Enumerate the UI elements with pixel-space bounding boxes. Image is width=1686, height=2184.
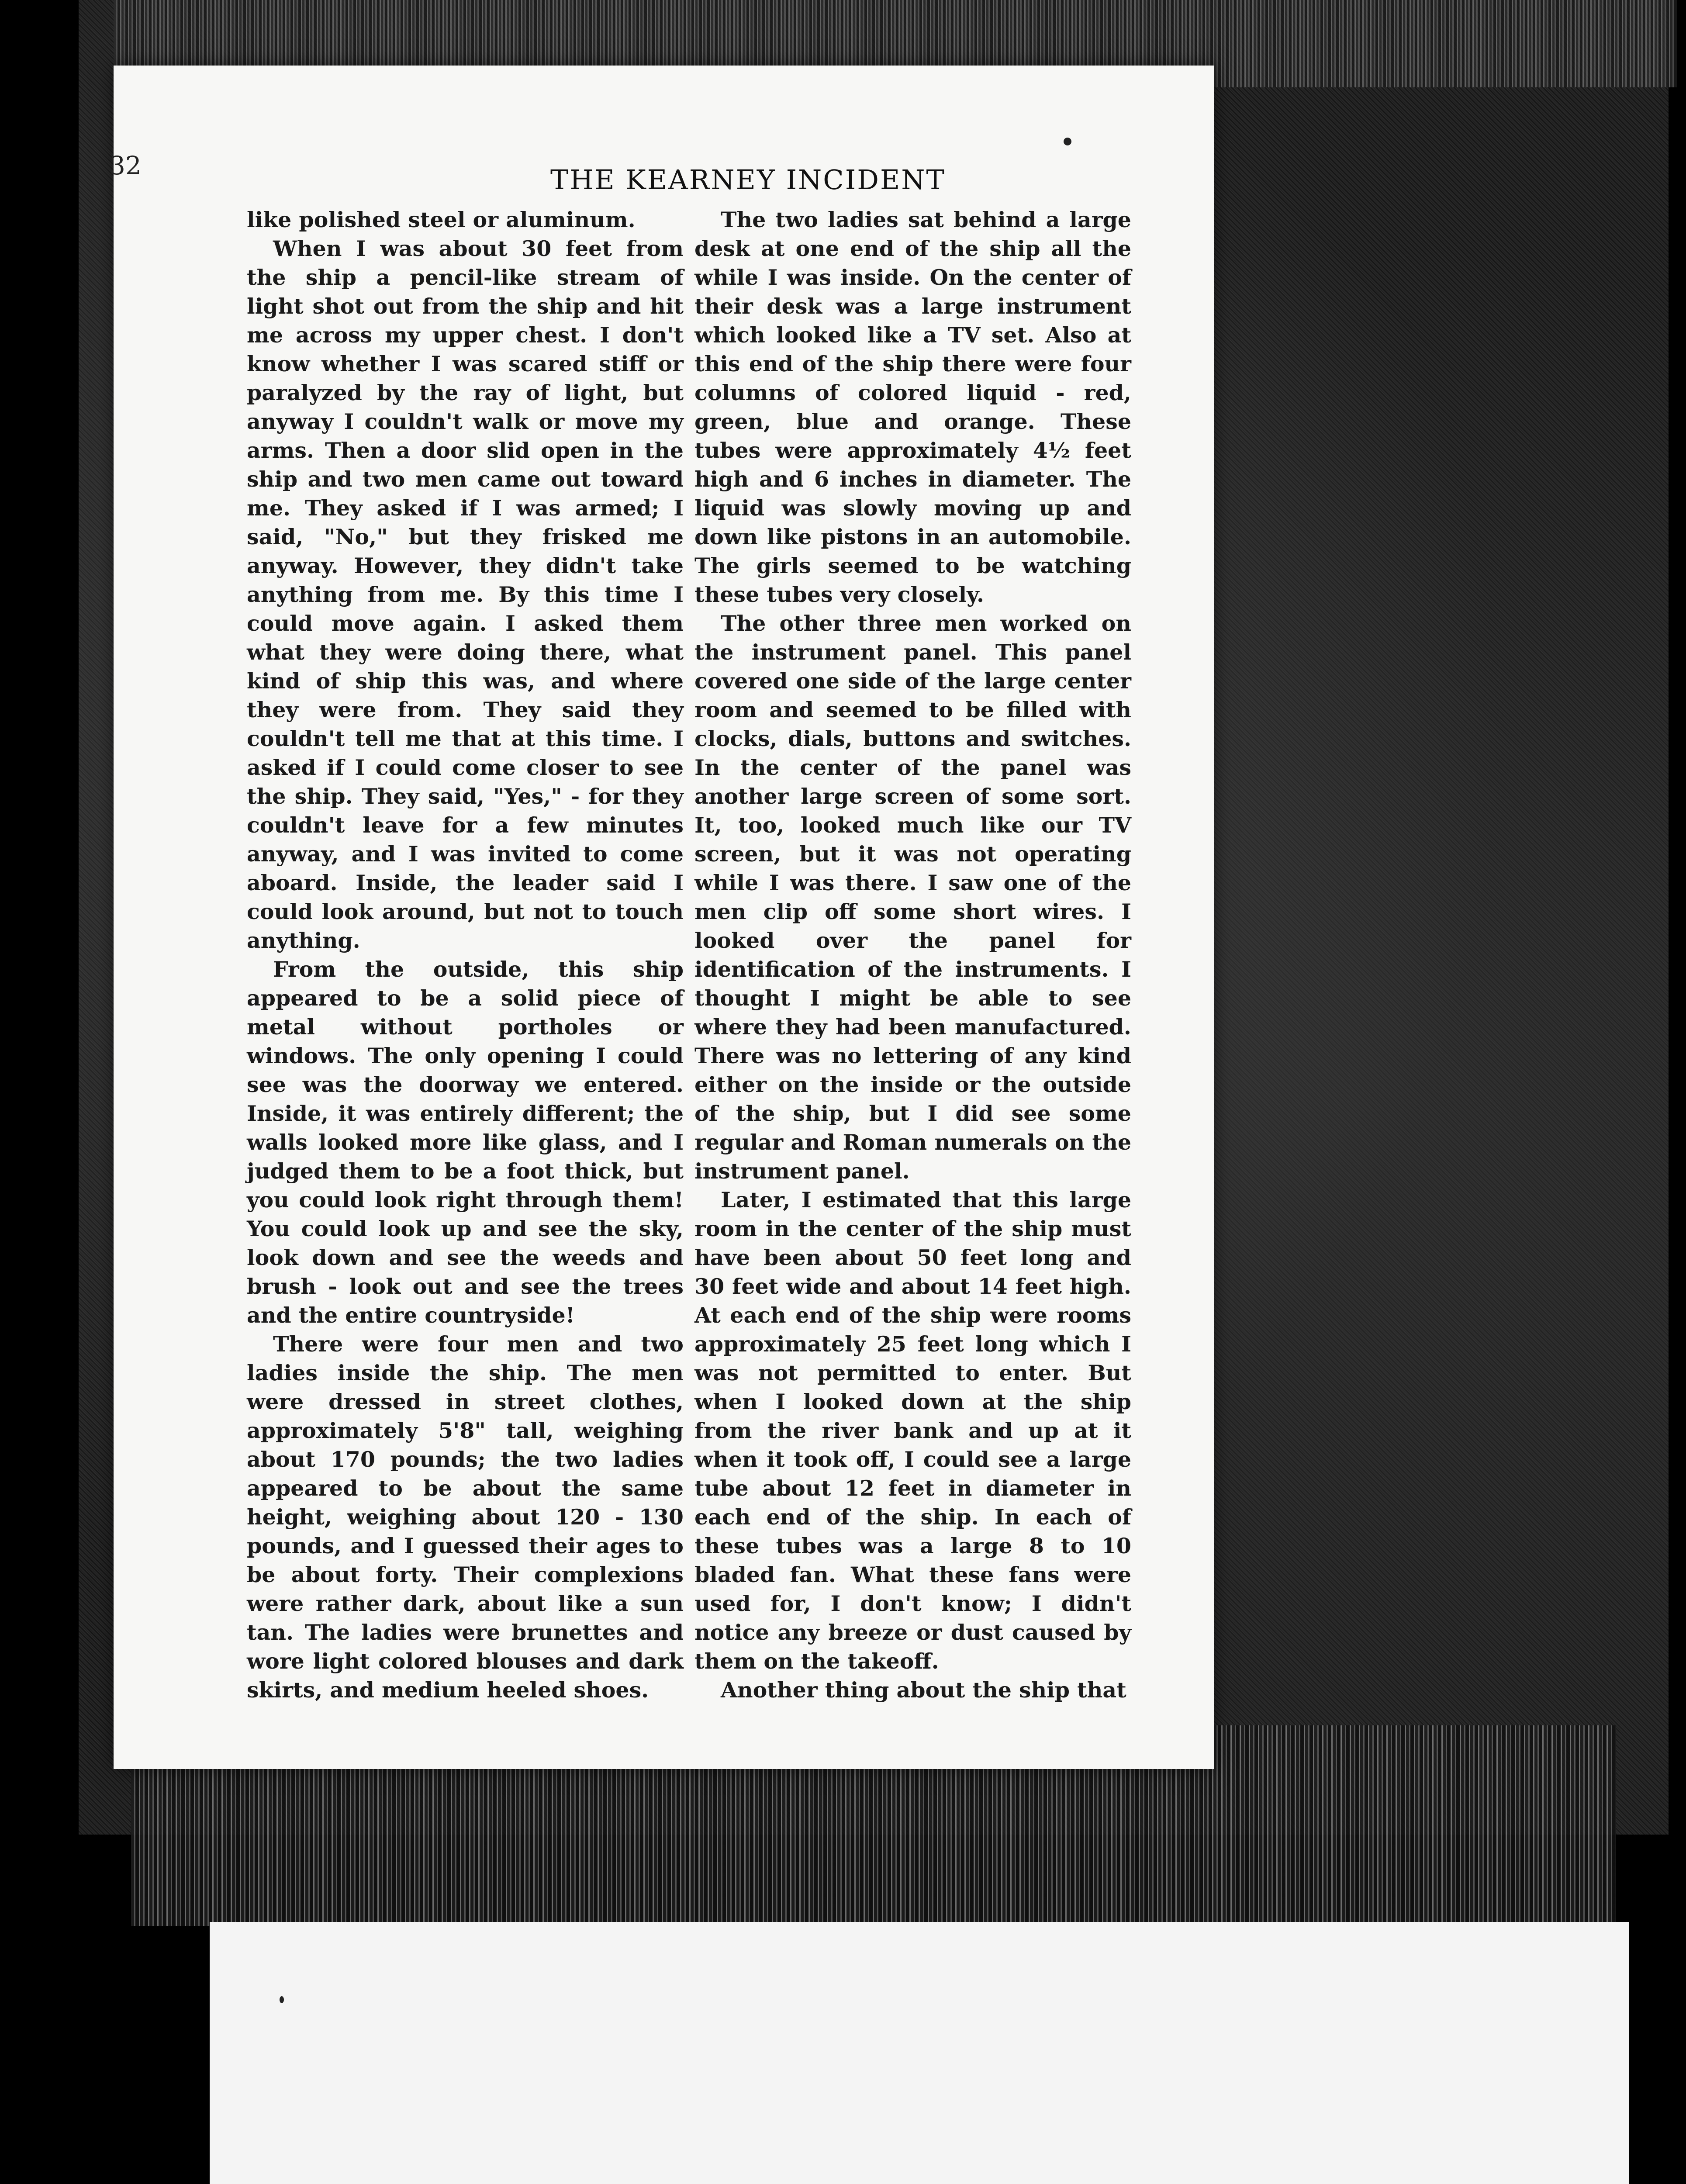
- paragraph: Later, I estimated that this large room in the center of the ship must have been about 50 feet long and 30 feet wide and about 14 feet high. At each end of the ship were rooms approximately 25 feet long which I was not permitted to enter. But when I looked down at the ship from the river bank and up at it when it took off, I could see a large tube about 12 feet in diameter in each end of the ship. In each of these tubes was a large 8 to 10 bladed fan. What these fans were used for, I don't know; I didn't notice any breeze or dust caused by them on the takeoff.: [694, 1187, 1131, 1674]
- paragraph: There were four men and two ladies inside the ship. The men were dressed in street clothes, approximately 5'8" tall, weighing about 170 pounds; the two ladies appeared to be about the same height, weighing about 120 - 130 pounds, and I guessed their ages to be about forty. Their complexions were rather dark, about like a sun tan. The ladies were brunettes and wore light colored blouses and dark skirts, and medium heeled shoes.: [247, 1331, 684, 1703]
- paragraph: The other three men worked on the instrument panel. This panel covered one side of the large center room and seemed to be filled with clocks, dials, buttons and switches. In the center of the panel was another large screen of some sort. It, too, looked much like our TV screen, but it was not operating while I was there. I saw one of the men clip off some short wires. I looked over the panel for identification of the instruments. I thought I might be able to see where they had been manufactured. There was no lettering of any kind either on the inside or the outside of the ship, but I did see some regular and Roman numerals on the instrument panel.: [694, 611, 1131, 1184]
- paragraph: Another thing about the ship that: [721, 1677, 1126, 1703]
- paragraph: When I was about 30 feet from the ship a pencil-like stream of light shot out from the ship and hit me across my upper chest. I don't know whether I was scared stiff or paralyzed by the ray of light, but anyway I couldn't walk or move my arms. Then a door slid open in the ship and two men came out toward me. They asked if I was armed; I said, "No," but they frisked me anyway. However, they didn't take anything from me. By this time I could move again. I asked them what they were doing there, what kind of ship this was, and where they were from. They said they couldn't tell me that at this time. I asked if I could come closer to see the ship. They said, "Yes," - for they couldn't leave for a few minutes anyway, and I was invited to come aboard. Inside, the leader said I could look around, but not to touch anything.: [247, 236, 684, 953]
- paragraph: From the outside, this ship appeared to be a solid piece of metal without portholes or windows. The only opening I could see was the doorway we entered. Inside, it was entirely different; the walls looked more like glass, and I judged them to be a foot thick, but you could look right through them! You could look up and see the sky, look down and see the weeds and brush - look out and see the trees and the entire countryside!: [247, 957, 684, 1328]
- scan-mark: [280, 1996, 284, 2003]
- scan-mark: [1064, 138, 1071, 145]
- right-column: [694, 205, 1131, 1704]
- running-head: THE KEARNEY INCIDENT: [550, 164, 946, 196]
- blank-lower-area: [210, 1922, 1629, 2184]
- paragraph: The two ladies sat behind a large desk at one end of the ship all the while I was inside. On the center of their desk was a large instrument which looked like a TV set. Also at this end of the ship there were four columns of colored liquid - red, green, blue and orange. These tubes were approximately 4½ feet high and 6 inches in diameter. The liquid was slowly moving up and down like pistons in an automobile. The girls seemed to be watching these tubes very closely.: [694, 207, 1131, 607]
- left-column: [247, 205, 684, 1704]
- page-number: 32: [109, 151, 142, 180]
- paragraph: like polished steel or aluminum.: [247, 207, 636, 232]
